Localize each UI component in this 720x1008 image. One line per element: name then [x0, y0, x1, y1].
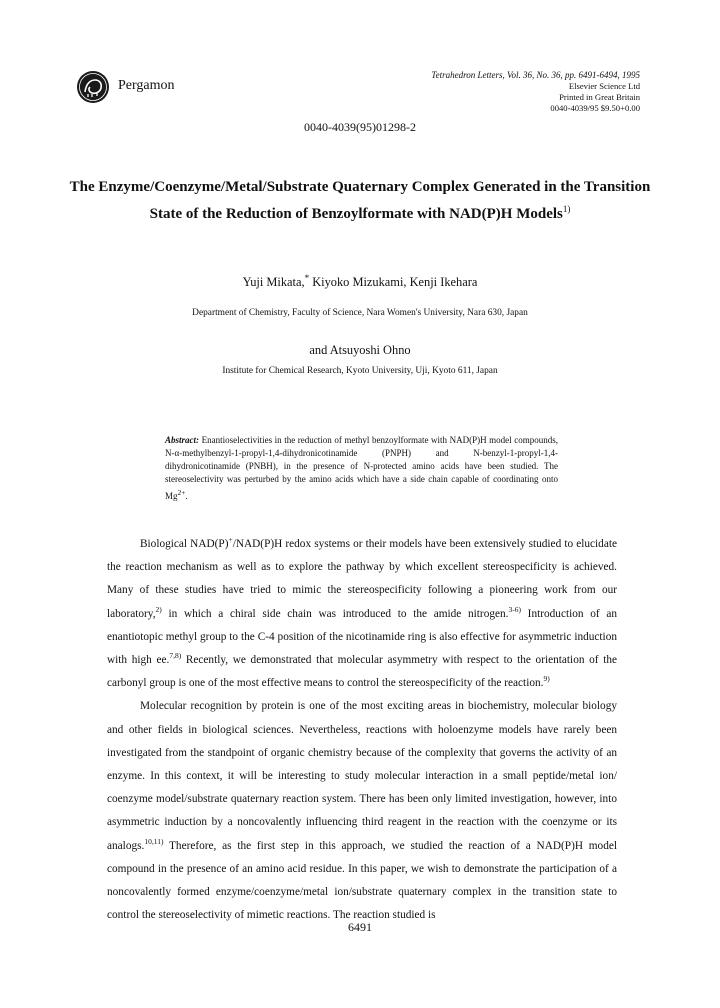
- affiliation-1: Department of Chemistry, Faculty of Science, Nara Women's University, Nara 630, Japan: [192, 308, 528, 318]
- price-code: 0040-4039/95 $9.50+0.00: [550, 103, 640, 113]
- title-text: The Enzyme/Coenzyme/Metal/Substrate Quaternary Complex Generated in the Transition State of the Reduction of Benzoylformate with NAD(P)H Models: [69, 179, 651, 222]
- printed-line: Printed in Great Britain: [559, 92, 640, 102]
- paper-title: [60, 174, 660, 228]
- citation-ref: 9): [543, 674, 550, 684]
- affiliation-2: Institute for Chemical Research, Kyoto University, Uji, Kyoto 611, Japan: [222, 366, 498, 376]
- publisher-name: Pergamon: [118, 78, 175, 93]
- body-text: [107, 533, 617, 927]
- citation-ref: 10,11): [144, 836, 164, 846]
- paragraph-1: Biological NAD(P)+/NAD(P)H redox systems or their models have been extensively studied to elucidate the reaction mechanism as well as to explore the pathway by which excellent stereospecificity is achieved. Many of these studies have tried to mimic the stereospecificity following a pioneering work from our laboratory,$^{2)}$ in which a chiral side chain was introduced to the amide nitrogen.$^{3-6)}$ Introduction of an enantiotopic methyl group to the C-4 position of the nicotinamide ring is also effective for asymmetric induction with high ee.$^{7,8)}$ Recently, we demonstrated that molecular asymmetry with respect to the orientation of the carbonyl group is one of the most effective means to control the stereospecificity of the reaction.$^{9)}$: [107, 535, 617, 690]
- citation: Tetrahedron Letters, Vol. 36, No. 36, pp. 6491-6494, 1995: [431, 70, 640, 80]
- page-number: 6491: [348, 920, 372, 934]
- journal-header: [431, 70, 640, 114]
- abstract-text: Enantioselectivities in the reduction of methyl benzoylformate with NAD(P)H model compounds, N-α-methylbenzyl-1-propyl-1,4-dihydronicotinamide (PNPH) and N-benzyl-1-propyl-1,4-dihydronicotinamide (PNBH), in the presence of N-protected amino acids have been studied. The stereoselectivity was perturbed by the amino acids which have a side chain capable of coordinating onto Mg: [165, 435, 558, 501]
- author-line-2: and Atsuyoshi Ohno: [309, 343, 411, 357]
- corresponding-mark: *: [304, 273, 310, 283]
- abstract-label: Abstract:: [165, 435, 200, 445]
- paragraph-2: Molecular recognition by protein is one of the most exciting areas in biochemistry, molecular biology and other fields in biological sciences. Nevertheless, reactions with holoenzyme models have rarely been investigated from the standpoint of organic chemistry because of the complexity that governs the activity of an enzyme. In this context, it will be interesting to study molecular interaction in a small peptide/metal ion/ coenzyme model/substrate quaternary reaction system. There has been only limited investigation, however, into asymmetric induction by a noncovalently influencing third reagent in the reaction with the coenzyme or its analogs.$^{10,11)}$ Therefore, as the first step in this approach, we studied the reaction of a NAD(P)H model compound in the presence of an amino acid residue. In this paper, we wish to demonstrate the participation of a noncovalently formed enzyme/coenzyme/metal ion/substrate quaternary complex in the transition state to control the stereoselectivity of mimetic reactions. The reaction studied is: [107, 700, 617, 922]
- citation-ref: 3-6): [508, 604, 521, 614]
- pergamon-logo: [76, 70, 110, 104]
- author-line-1: Yuji Mikata,* Kiyoko Mizukami, Kenji Ikehara: [242, 273, 478, 289]
- abstract: Abstract: Enantioselectivities in the reduction of methyl benzoylformate with NAD(P)H model compounds, N-α-methylbenzyl-1-propyl-1,4-dihydronicotinamide (PNPH) and N-benzyl-1-propyl-1,4-dihydronicotinamide (PNBH), in the presence of N-protected amino acids have been studied. The stereoselectivity was perturbed by the amino acids which have a side chain capable of coordinating onto $Mg^{2+}$.: [165, 435, 558, 501]
- title-ref: 1): [562, 204, 571, 214]
- publisher-line: Elsevier Science Ltd: [568, 81, 640, 91]
- citation-ref: 2): [155, 604, 162, 614]
- citation-ref: 7,8): [169, 651, 182, 661]
- doi: 0040-4039(95)01298-2: [304, 120, 416, 134]
